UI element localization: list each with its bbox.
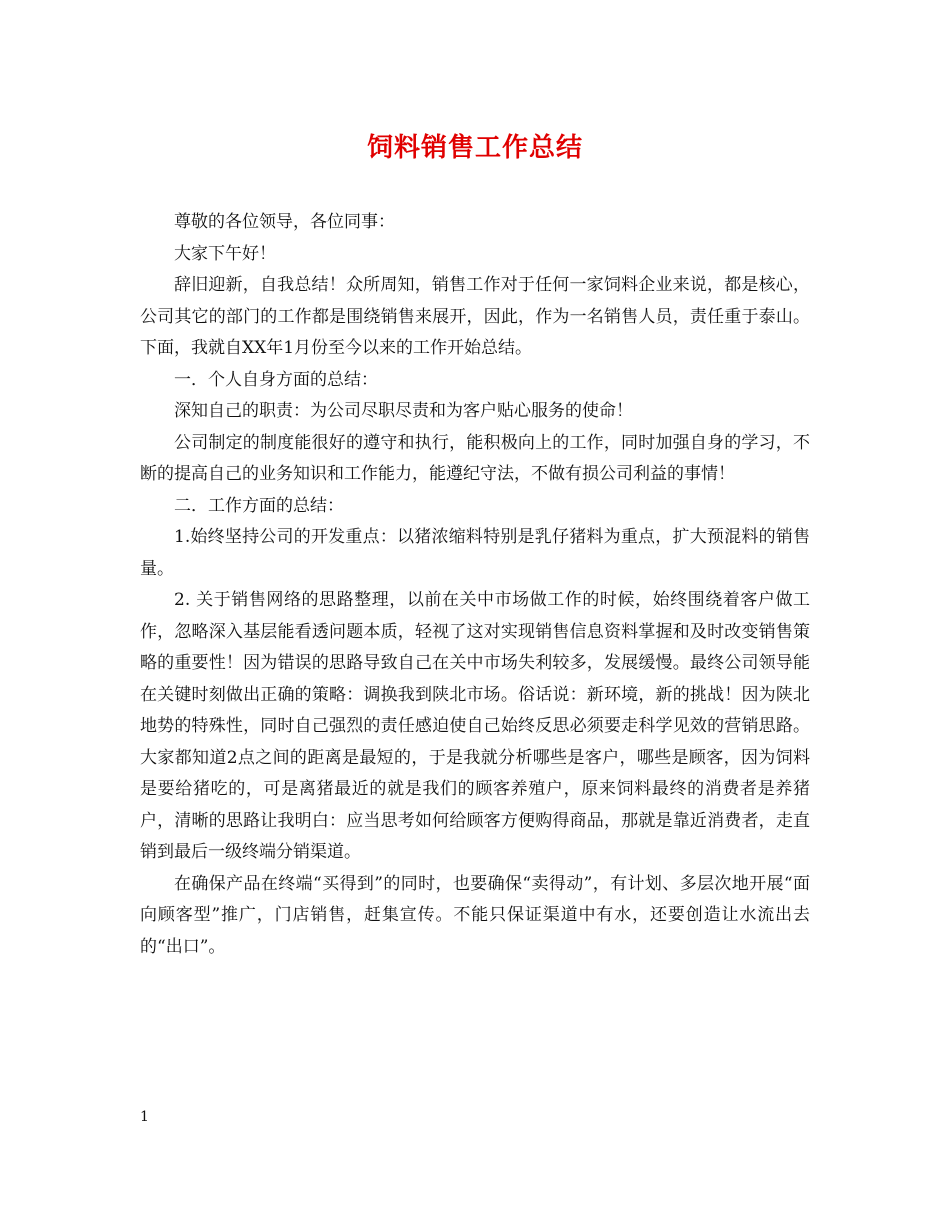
paragraph-point-2: 2. 关于销售网络的思路整理，以前在关中市场做工作的时候，始终围绕着客户做工作，忽略深入基层能看透问题本质，轻视了这对实现销售信息资料掌握和及时改变销售策略的重要性！因为错误的思路导致自己在关中市场失利较多，发展缓慢。最终公司领导能在关键时刻做出正确的策略：调换我到陕北市场。俗话说：新环境，新的挑战！因为陕北地势的特殊性，同时自己强烈的责任感迫使自己始终反思必须要走科学见效的营销思路。大家都知道2点之间的距离是最短的，于是我就分析哪些是客户，哪些是顾客，因为饲料是要给猪吃的，可是离猪最近的就是我们的顾客养殖户，原来饲料最终的消费者是养猪户，清晰的思路让我明白：应当思考如何给顾客方便购得商品，那就是靠近消费者，走直销到最后一级终端分销渠道。: [140, 590, 810, 862]
paragraph-terminal: 在确保产品在终端“买得到”的同时，也要确保“卖得动”，有计划、多层次地开展“面向顾客型”推广，门店销售，赶集宣传。不能只保证渠道中有水，还要创造让水流出去的“出口”。: [140, 873, 810, 957]
section-heading-work: 二．工作方面的总结：: [174, 495, 344, 516]
section-heading-personal: 一．个人自身方面的总结：: [174, 369, 378, 390]
document-body: [140, 207, 810, 963]
paragraph-rules: 公司制定的制度能很好的遵守和执行，能积极向上的工作，同时加强自身的学习，不断的提高自己的业务知识和工作能力，能遵纪守法，不做有损公司利益的事情！: [140, 432, 810, 484]
paragraph-point-1: 1.始终坚持公司的开发重点：以猪浓缩料特别是乳仔猪料为重点，扩大预混料的销售量。: [140, 527, 810, 579]
document-title: 饲料销售工作总结: [366, 133, 583, 163]
paragraph-salutation: 尊敬的各位领导，各位同事：: [174, 212, 395, 232]
paragraph-duty: 深知自己的职责：为公司尽职尽责和为客户贴心服务的使命！: [174, 401, 633, 421]
paragraph-intro: 辞旧迎新，自我总结！众所周知，销售工作对于任何一家饲料企业来说，都是核心，公司其它的部门的工作都是围绕销售来展开，因此，作为一名销售人员，责任重于泰山。下面，我就自XX年1月份至今以来的工作开始总结。: [140, 275, 810, 358]
paragraph-greeting: 大家下午好！: [174, 243, 276, 264]
page-number: 1: [140, 1109, 149, 1125]
